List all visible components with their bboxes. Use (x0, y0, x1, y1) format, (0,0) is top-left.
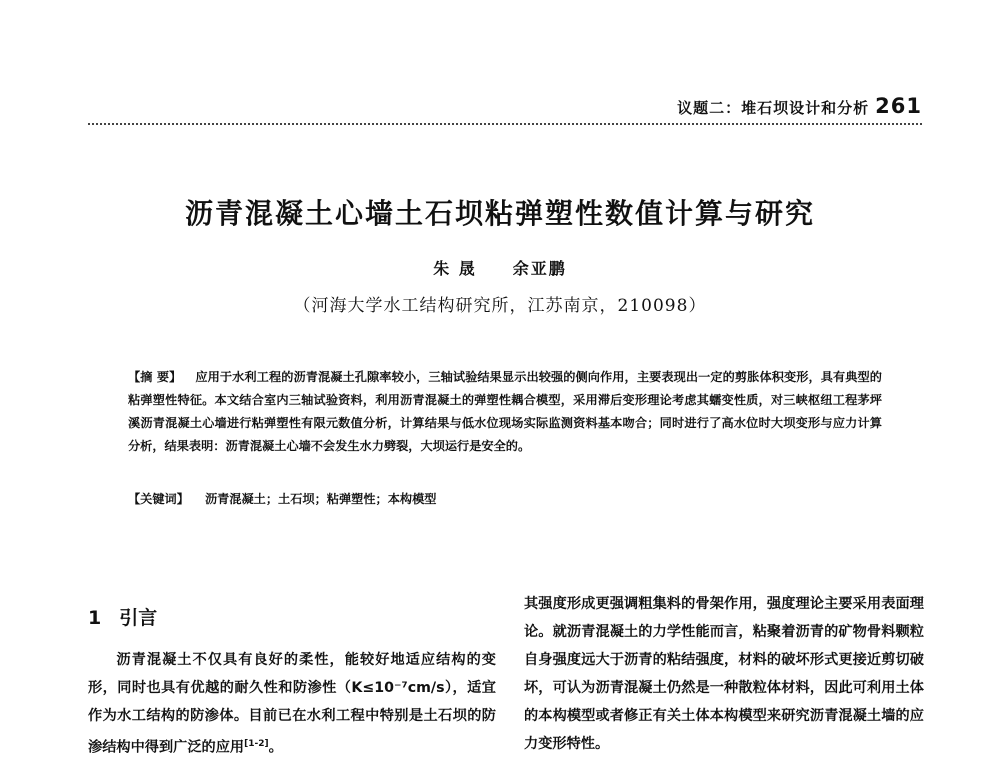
page-number: 261 (875, 94, 922, 118)
author-name: 朱 晟 (433, 259, 477, 278)
citation-ref: [1-2] (244, 739, 269, 749)
section-title: 引言 (119, 607, 158, 629)
paper-title: 沥青混凝土心墙土石坝粘弹塑性数值计算与研究 (184, 197, 815, 230)
affiliation: （河海大学水工结构研究所，江苏南京，210098） (293, 296, 707, 316)
running-head-topic: 议题二：堆石坝设计和分析 (677, 99, 870, 117)
paragraph-end: 。 (268, 739, 283, 756)
header-divider (88, 123, 922, 125)
keywords-text: 沥青混凝土；土石坝；粘弹塑性；本构模型 (204, 492, 437, 506)
section-heading (88, 603, 157, 630)
body-paragraph: 其强度形成更强调粗集料的骨架作用，强度理论主要采用表面理论。就沥青混凝土的力学性能而言，粘聚着沥青的矿物骨料颗粒自身强度远大于沥青的粘结强度，材料的破坏形式更接近剪切破坏，可认为沥青混凝土仍然是一种散粒体材料，因此可利用土体的本构模型或者修正有关土体本构模型来研究沥青混凝土墙的应力变形特性。 (524, 596, 924, 752)
abstract-text: 应用于水利工程的沥青混凝土孔隙率较小，三轴试验结果显示出较强的侧向作用，主要表现出一定的剪胀体积变形，具有典型的粘弹塑性特征。本文结合室内三轴试验资料，利用沥青混凝土的弹塑性耦合模型，采用滞后变形理论考虑其蠕变性质，对三峡枢纽工程茅坪溪沥青混凝土心墙进行粘弹塑性有限元数值分析，计算结果与低水位现场实际监测资料基本吻合；同时进行了高水位时大坝变形与应力计算分析，结果表明：沥青混凝土心墙不会发生水力劈裂，大坝运行是安全的。 (128, 370, 882, 453)
body-paragraph (88, 646, 496, 762)
paragraph-text: 沥青混凝土不仅具有良好的柔性，能较好地适应结构的变形，同时也具有优越的耐久性和防渗性（K≤10⁻⁷cm/s），适宜作为水工结构的防渗体。目前已在水利工程中特别是土石坝的防渗结构中得到广泛的应用 (88, 652, 496, 756)
abstract (128, 366, 882, 458)
author-list (0, 256, 1000, 279)
section-number: 1 (88, 607, 102, 629)
keywords (128, 490, 882, 507)
keywords-label: 【关键词】 (128, 492, 189, 506)
author-name: 余亚鹏 (512, 259, 567, 278)
body-column-left (88, 646, 496, 762)
running-head (560, 94, 922, 118)
abstract-label: 【摘 要】 (128, 370, 182, 384)
body-column-right (524, 590, 924, 758)
